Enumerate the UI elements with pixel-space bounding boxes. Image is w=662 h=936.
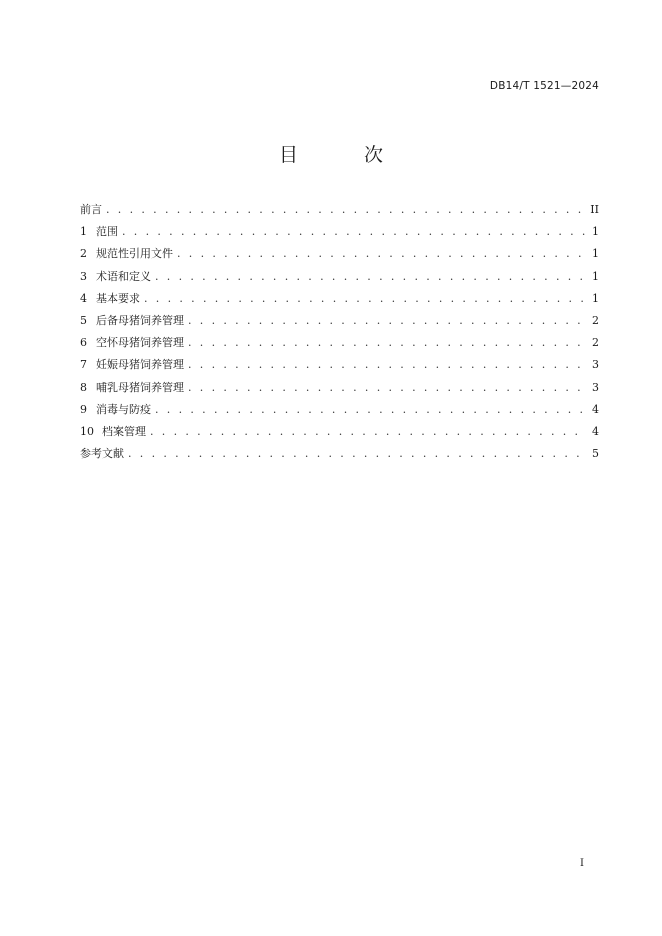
toc-entry-number: 6 (80, 336, 87, 350)
toc-title: 目 次 (278, 144, 414, 166)
toc-dot-leader (144, 288, 587, 310)
toc-entry-page: 1 (592, 269, 599, 283)
toc-entry-page: 2 (592, 336, 599, 350)
toc-entry-label: 术语和定义 (96, 269, 151, 283)
toc-dot-leader (188, 377, 587, 399)
toc-entry-scope[interactable] (80, 221, 599, 243)
toc-entry-page: 3 (592, 380, 599, 394)
page-number: I (580, 858, 584, 869)
toc-entry-label: 档案管理 (102, 424, 146, 438)
toc-dot-leader (155, 266, 587, 288)
toc-entry-page: 3 (592, 358, 599, 372)
toc-entry-page: II (590, 203, 599, 216)
toc-entry-bibliography[interactable] (80, 443, 599, 465)
toc-entry-number: 5 (80, 313, 87, 327)
document-code: DB14/T 1521—2024 (489, 80, 599, 92)
toc-entry-label: 前言 (80, 203, 102, 216)
toc-entry-page: 4 (592, 402, 599, 416)
toc-dot-leader (106, 199, 586, 221)
toc-entry-page: 5 (592, 447, 599, 461)
toc-entry-records[interactable] (80, 421, 599, 443)
toc-dot-leader (155, 399, 587, 421)
toc-entry-foreword[interactable] (80, 199, 599, 221)
toc-entry-label: 范围 (96, 225, 118, 239)
toc-entry-label: 规范性引用文件 (96, 247, 173, 261)
toc-dot-leader (177, 243, 587, 265)
toc-entry-gilt-sow[interactable] (80, 310, 599, 332)
toc-entry-page: 1 (592, 247, 599, 261)
toc-entry-number: 9 (80, 402, 87, 416)
toc-dot-leader (188, 310, 587, 332)
toc-entry-label: 哺乳母猪饲养管理 (96, 380, 184, 394)
toc-entry-basic-requirements[interactable] (80, 288, 599, 310)
toc-entry-number: 10 (80, 424, 94, 438)
toc-entry-number: 8 (80, 380, 87, 394)
toc-dot-leader (122, 221, 587, 243)
toc-entry-label: 消毒与防疫 (96, 402, 151, 416)
toc-entry-label: 空怀母猪饲养管理 (96, 336, 184, 350)
toc-entry-page: 1 (592, 225, 599, 239)
toc-entry-normative-references[interactable] (80, 243, 599, 265)
toc-entry-number: 3 (80, 269, 87, 283)
toc-entry-page: 2 (592, 313, 599, 327)
toc-entry-page: 1 (592, 291, 599, 305)
toc-dot-leader (128, 443, 587, 465)
toc-entry-label: 妊娠母猪饲养管理 (96, 358, 184, 372)
toc-entry-label: 后备母猪饲养管理 (96, 313, 184, 327)
table-of-contents (80, 199, 599, 465)
toc-entry-label: 参考文献 (80, 447, 124, 461)
toc-dot-leader (188, 354, 587, 376)
toc-entry-disinfection[interactable] (80, 399, 599, 421)
toc-dot-leader (188, 332, 587, 354)
toc-entry-label: 基本要求 (96, 291, 140, 305)
toc-entry-number: 1 (80, 225, 87, 239)
toc-entry-page: 4 (592, 424, 599, 438)
toc-entry-lactating-sow[interactable] (80, 377, 599, 399)
toc-entry-terms[interactable] (80, 266, 599, 288)
toc-entry-number: 2 (80, 247, 87, 261)
toc-entry-empty-sow[interactable] (80, 332, 599, 354)
toc-entry-number: 7 (80, 358, 87, 372)
toc-entry-pregnant-sow[interactable] (80, 354, 599, 376)
toc-dot-leader (150, 421, 587, 443)
toc-entry-number: 4 (80, 291, 87, 305)
